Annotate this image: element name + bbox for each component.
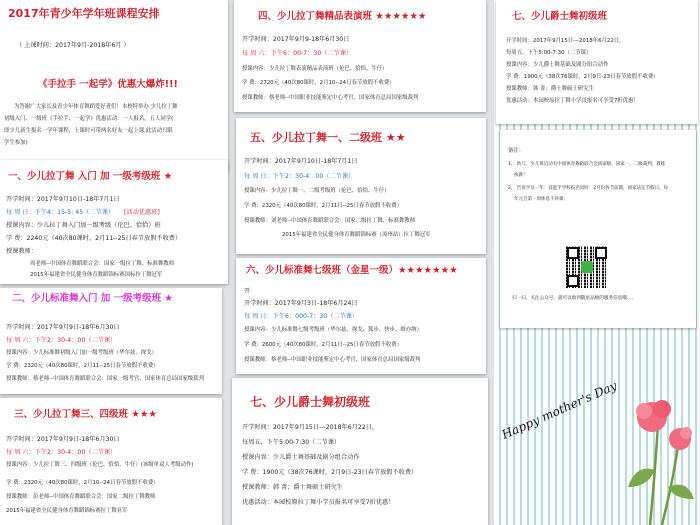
start-date: 开学时间：2017年9月9日-18年6月30日: [6, 436, 120, 443]
course-content: 授课内容：少儿拉丁舞入门加一级考级（伦巴、恰恰）班: [6, 222, 161, 229]
section-title: 一、少儿拉丁舞 入门 加 一级考级班 ★: [8, 171, 173, 182]
section-title: 七、少儿爵士舞初级班: [250, 395, 371, 409]
start-date: 开学时间：2017年9月15日---2018年6月22日,: [506, 38, 621, 44]
open-label: 开: [244, 288, 251, 295]
course-fee: 学 费：2320元（40次80课时，2月10--24日春节放假不收费）: [6, 480, 159, 486]
card-section-6: [236, 258, 486, 374]
course-fee: 学 费：1900元（38次76课时，2月9日-23日春节放假不收费）: [242, 469, 418, 476]
note-line: 年元旦第一周休息不补课；: [514, 197, 568, 202]
promo-line: 为答谢广大家长及青少年体育舞蹈爱好者们！本校特举办 少儿拉丁舞: [14, 104, 178, 110]
teacher: 授课教师：蔡老师--中国职业技能鉴定中心考官、国家体育总局国家级裁判: [244, 357, 421, 363]
section-title: 六、少儿标准舞七级班（金星一级）★★★★★★★: [246, 265, 458, 276]
section-title: 三、少儿拉丁舞三、四级班 ★★★: [14, 409, 157, 420]
course-content: 授课内容：少儿拉丁舞一、二级考级班（伦巴、恰恰、牛仔）: [244, 188, 390, 194]
course-content: 授课内容：少儿拉丁舞表演精品表演班（伦巴、恰恰、牛仔）: [242, 66, 388, 72]
promo-line: 即少儿新生报名一学年课程，上课时可带两名好友一起上课,此活动只限: [4, 128, 173, 134]
start-date: 开学时间：2017年9月9日-18年6月30日: [6, 324, 120, 331]
teacher-line: 2015年福建省全民健身体育舞蹈锦标赛拉丁舞亚军: [6, 508, 128, 514]
card-intro: [0, 0, 228, 172]
card-jazz-small: [496, 0, 698, 124]
discount: 优惠活动：本园校原拉丁舞小学员报名可享受7折优惠！: [506, 98, 639, 104]
wechat-logo-icon: [581, 261, 593, 273]
promo-line: 初级入门、一级班《手拉手、一起学》优惠活动：一人报名，五人同学(: [4, 116, 174, 122]
course-fee: 学 费：2240元（40次80课时，2月11--25日春节放假不收费）: [6, 235, 182, 242]
course-fee: 学 费：2600元（40次80课时，2月11日--25日春节放假不收费）: [244, 342, 403, 348]
course-fee: 学 费：1900元（38次76课时，2月9日-23日春节放假不收费）: [506, 74, 659, 80]
weekly-time: 每 周 日：下午2：30-4：00（二节课）: [244, 173, 355, 180]
section-title: 二、少儿标准舞入门 加 一级考级班 ★: [12, 293, 173, 304]
course-fee: 学 费：2320元（40次80课时，2月11--25日春节放假不收费）: [6, 363, 159, 369]
teacher: 授课教师：蔡老师--中国体育舞蹈联合会：国家一级考官、国家体育总局国家级裁判: [6, 376, 204, 382]
qr-code[interactable]: [564, 244, 610, 290]
card-notes: [500, 130, 696, 328]
weekly-time: 每 周 日：下午4：15-5: 45（二节课）: [6, 209, 115, 216]
note-line: 2、 告诉学员一年：技能手学校报名同时：2月份各节前期，国家法定节假日，每: [508, 186, 669, 191]
teacher: 授课教师：刘老师--中国体育舞蹈联合会：国家二级拉丁舞、标准舞教师: [244, 218, 416, 224]
note-line: 执教！: [514, 173, 528, 178]
promo-badge: [活动优惠班]: [124, 209, 160, 216]
card-section-1: [0, 160, 228, 284]
course-fee: 学 费：2320元（40次80课时，2月11日--25日春节放假不收费）: [244, 203, 403, 209]
card-section-7: [232, 378, 488, 525]
discount: 优惠活动：本园校原拉丁舞小学员报名可享受7折优惠！: [242, 499, 395, 506]
scan-hint: 扫一扫，关注公众号，就可以收到随星品级的服务信息哦、、、: [512, 296, 637, 301]
section-title: 七、少儿爵士舞初级班: [512, 11, 608, 22]
page-title: 2017年青少年学年班课程安排: [8, 7, 160, 20]
note-line: 1、 幼儿、少儿班启动有中国体育舞蹈联合会国家级、国家一、二级裁判、教练: [508, 162, 666, 167]
promo-line: 学生参加): [4, 140, 28, 146]
start-date: 开学时间：2017年9月10日-18年7月1日: [244, 158, 358, 165]
notes-label: 备注：: [508, 148, 525, 154]
card-section-4: [234, 0, 486, 112]
card-section-2: [0, 288, 222, 394]
weekly-time: 每周五，下午5:00-7:30（二节课）: [506, 50, 592, 56]
promo-title: 《手拉手 一起学》优惠大爆炸!!!: [38, 79, 178, 90]
teacher: 授课教师：韩 菁；爵士舞硕士研究生: [242, 484, 343, 491]
weekly-time: 每 周 六：下午2：30-4：00（二节课）: [6, 449, 117, 456]
course-content: 授课内容：少儿标准舞七级考级班（华尔兹、探戈、狐步、快步、维亦纳）: [244, 327, 422, 333]
teacher-line: 2015年福建省全民健身体育舞蹈锦标赛（漳州站）拉丁舞冠军: [282, 232, 431, 238]
start-date: 开学时间：2017年9月9-18年6月30日: [242, 36, 350, 43]
start-date: 开学时间：2017年9月3日-18年6月24日: [244, 300, 358, 307]
weekly-time: 每 周 六：下午2：30-4：00（二节课）: [6, 337, 117, 344]
carnation-illustration: [610, 395, 700, 525]
course-fee: 学 费：2720元（40次80课时，2月10--24日春节放假不收费）: [242, 80, 395, 86]
weekly-time: 每 周 日：下午6：000-7：30（二节课）: [244, 313, 359, 320]
course-content: 授课内容：少儿标准舞初级入门加一级考级班（华尔兹、探戈）: [6, 350, 157, 356]
weekly-time: 每 周 六：下午6：00-7：30（二节课）: [242, 50, 353, 57]
mothers-day-greeting: Happy mother's Day: [499, 378, 619, 442]
card-section-3: [0, 398, 222, 525]
section-title: 四、少儿拉丁舞精品表演班 ★★★★★★: [258, 11, 427, 22]
course-content: 授课内容：少儿爵士舞基础及剧分组合动作: [506, 62, 609, 68]
course-content: 授课内容：少儿拉丁舞三、四级班（伦巴、恰恰、牛仔）(该级单双人考级动作): [6, 462, 194, 468]
section-title: 五、少儿拉丁舞一、二级班 ★★: [250, 131, 406, 144]
course-content: 授课内容：少儿爵士舞基础及剧分组合动作: [242, 454, 360, 461]
course-period: （ 上课时间：2017年9月-2018年6月 ）: [16, 42, 130, 49]
start-date: 开学时间：2017年9月15日---2018年6月22日，: [242, 424, 379, 431]
teacher-label: 授课教师：: [6, 248, 37, 255]
card-section-5: [236, 118, 486, 254]
weekly-time: 每周五，下午5:00-7:30（二节课）: [242, 439, 341, 446]
teacher: 授课教师：韩 菁；爵士舞硕士研究生: [506, 86, 594, 92]
teacher: 授课教师：彭老师--中国体育舞蹈联合会：国家二级拉丁舞教师: [6, 494, 156, 500]
teacher: 授课教师：蔡老师--中国职业技能鉴定中心考官、国家体育总局国家级裁判: [242, 95, 419, 101]
teacher-line: 2015年福建省全民健身体育舞蹈锦标赛国标拉丁舞冠军: [30, 272, 163, 278]
teacher-line: 周老师--中国体育舞蹈联合会：国家一级拉丁舞、标准舞教师: [30, 261, 175, 267]
start-date: 开学时间：2017年9月10日-18年7月1日: [6, 196, 120, 203]
